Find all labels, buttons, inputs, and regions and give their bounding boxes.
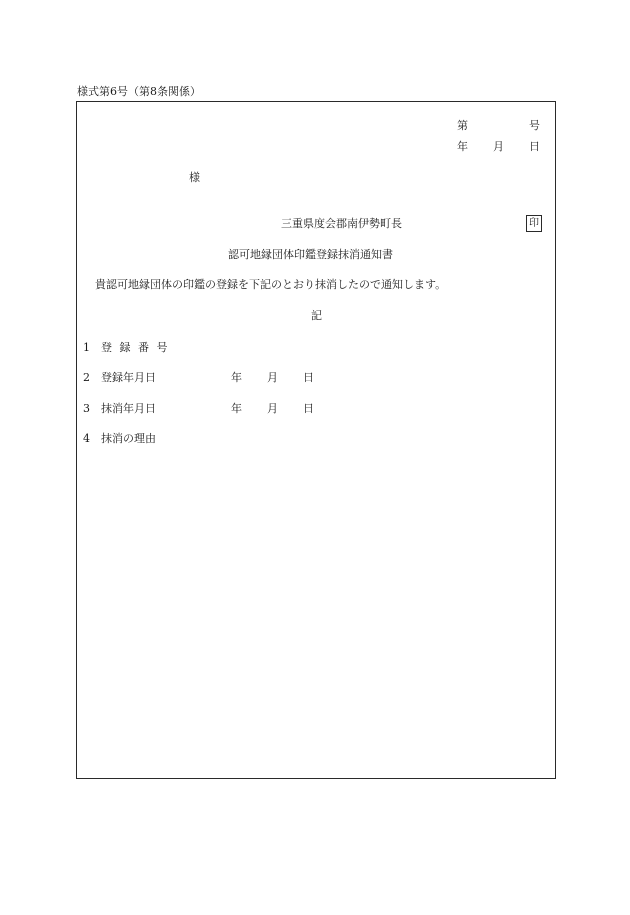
item-number: 3 [83,402,90,415]
item-label-cancellation-reason: 抹消の理由 [101,432,156,445]
cancellation-date-year: 年 [231,402,242,415]
document-title: 認可地縁団体印鑑登録抹消通知書 [228,248,393,261]
seal-mark: 印 [526,215,542,232]
item-label-cancellation-date: 抹消年月日 [101,402,156,415]
registration-date-month: 月 [267,371,278,384]
document-body: 貴認可地縁団体の印鑑の登録を下記のとおり抹消したので通知します。 [95,278,447,291]
registration-date-day: 日 [303,371,314,384]
registration-date-year: 年 [231,371,242,384]
sender-name: 三重県度会郡南伊勢町長 [281,217,402,230]
item-number: 4 [83,432,90,445]
item-number: 1 [83,341,90,354]
date-day: 日 [529,140,540,153]
date-year: 年 [457,140,468,153]
form-label: 様式第6号（第8条関係） [77,85,201,98]
cancellation-date-day: 日 [303,402,314,415]
number-prefix: 第 [457,119,468,132]
date-month: 月 [493,140,504,153]
number-suffix: 号 [529,119,540,132]
item-number: 2 [83,371,90,384]
item-label-registration-date: 登録年月日 [101,371,156,384]
cancellation-date-month: 月 [267,402,278,415]
ki-label: 記 [311,309,322,322]
addressee-honorific: 様 [189,171,200,184]
item-label-registration-number: 登 録 番 号 [101,341,170,354]
